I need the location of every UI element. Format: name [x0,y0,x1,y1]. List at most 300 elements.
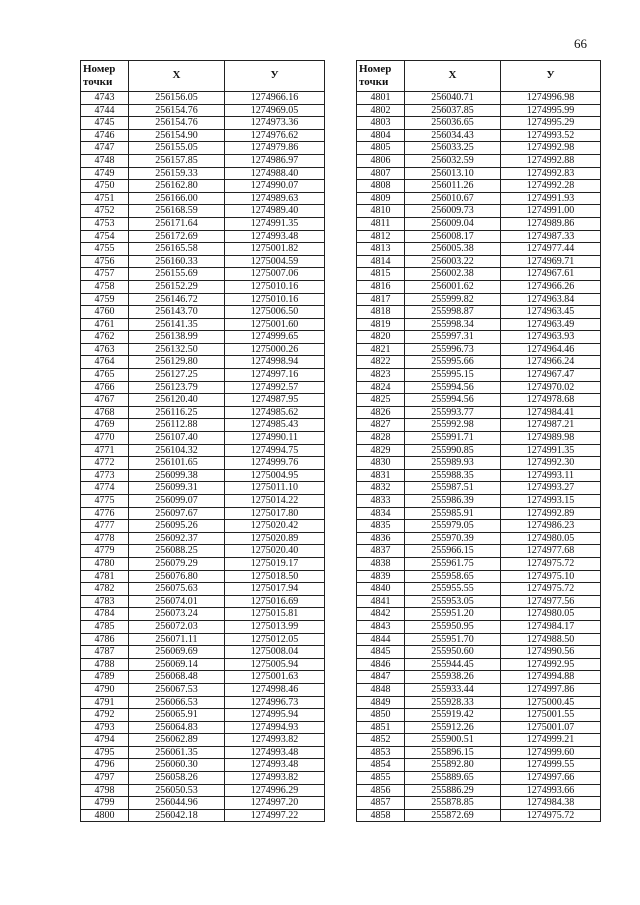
cell-x: 255990.85 [405,444,501,457]
cell-x: 256141.35 [129,318,225,331]
cell-x: 256002.38 [405,268,501,281]
cell-point-number: 4841 [357,595,405,608]
cell-x: 256138.99 [129,331,225,344]
cell-y: 1274998.94 [225,356,325,369]
table-row [357,633,601,646]
table-row [81,318,325,331]
cell-point-number: 4770 [81,432,129,445]
cell-y: 1274989.63 [225,192,325,205]
cell-point-number: 4803 [357,117,405,130]
table-body [81,92,325,822]
table-row [81,797,325,810]
cell-y: 1274988.50 [501,633,601,646]
cell-x: 256152.29 [129,280,225,293]
table-row [357,92,601,105]
table-row [357,306,601,319]
cell-point-number: 4753 [81,217,129,230]
cell-y: 1274995.29 [501,117,601,130]
cell-y: 1274963.84 [501,293,601,306]
cell-point-number: 4843 [357,620,405,633]
cell-x: 255928.33 [405,696,501,709]
cell-point-number: 4784 [81,608,129,621]
cell-point-number: 4835 [357,520,405,533]
table-row [81,268,325,281]
cell-point-number: 4846 [357,658,405,671]
cell-point-number: 4765 [81,369,129,382]
cell-x: 256071.11 [129,633,225,646]
cell-point-number: 4782 [81,583,129,596]
table-row [357,772,601,785]
cell-x: 255994.56 [405,394,501,407]
table-row [357,381,601,394]
cell-y: 1274987.33 [501,230,601,243]
cell-point-number: 4817 [357,293,405,306]
table-row [81,217,325,230]
table-row [357,520,601,533]
table-row [81,192,325,205]
cell-point-number: 4844 [357,633,405,646]
table-row [357,545,601,558]
table-row [81,457,325,470]
cell-x: 256165.58 [129,243,225,256]
cell-point-number: 4849 [357,696,405,709]
cell-x: 255966.15 [405,545,501,558]
cell-y: 1275020.42 [225,520,325,533]
cell-x: 256160.33 [129,255,225,268]
cell-x: 255886.29 [405,784,501,797]
cell-y: 1274992.95 [501,658,601,671]
cell-x: 256042.18 [129,809,225,822]
cell-x: 256104.32 [129,444,225,457]
cell-y: 1275014.22 [225,495,325,508]
cell-x: 256067.53 [129,683,225,696]
cell-point-number: 4813 [357,243,405,256]
cell-point-number: 4847 [357,671,405,684]
cell-point-number: 4768 [81,406,129,419]
cell-point-number: 4786 [81,633,129,646]
table-row [81,117,325,130]
cell-y: 1274986.23 [501,520,601,533]
table-row [357,205,601,218]
cell-x: 255955.55 [405,583,501,596]
table-row [81,306,325,319]
cell-x: 255896.15 [405,746,501,759]
cell-point-number: 4815 [357,268,405,281]
cell-x: 256107.40 [129,432,225,445]
cell-x: 255993.77 [405,406,501,419]
table-row [357,356,601,369]
table-row [81,734,325,747]
table-row [81,545,325,558]
table-row [81,293,325,306]
table-row [357,797,601,810]
table-row [357,532,601,545]
table-row [357,658,601,671]
cell-x: 256171.64 [129,217,225,230]
cell-point-number: 4779 [81,545,129,558]
cell-x: 255987.51 [405,482,501,495]
cell-point-number: 4746 [81,129,129,142]
table-row [357,117,601,130]
cell-x: 255938.26 [405,671,501,684]
table-row [81,570,325,583]
table-row [81,280,325,293]
cell-x: 256172.69 [129,230,225,243]
table-row [357,671,601,684]
cell-y: 1275018.50 [225,570,325,583]
table-row [81,142,325,155]
cell-point-number: 4857 [357,797,405,810]
cell-y: 1274985.43 [225,419,325,432]
table-row [357,104,601,117]
table-row [357,180,601,193]
cell-x: 255889.65 [405,772,501,785]
cell-y: 1275011.10 [225,482,325,495]
cell-y: 1274997.16 [225,369,325,382]
table-row [357,432,601,445]
cell-x: 256050.53 [129,784,225,797]
table-header-row [357,61,601,92]
cell-y: 1274978.68 [501,394,601,407]
table-row [81,784,325,797]
table-row [81,520,325,533]
cell-x: 256069.14 [129,658,225,671]
cell-x: 255997.31 [405,331,501,344]
cell-x: 256123.79 [129,381,225,394]
cell-y: 1274989.98 [501,432,601,445]
cell-point-number: 4822 [357,356,405,369]
cell-x: 256129.80 [129,356,225,369]
cell-x: 255998.87 [405,306,501,319]
table-row [357,721,601,734]
cell-point-number: 4823 [357,369,405,382]
cell-x: 256088.25 [129,545,225,558]
cell-y: 1275005.94 [225,658,325,671]
coordinates-table-right [356,60,601,822]
cell-y: 1274975.10 [501,570,601,583]
table-row [81,343,325,356]
cell-point-number: 4752 [81,205,129,218]
cell-y: 1274996.73 [225,696,325,709]
cell-point-number: 4826 [357,406,405,419]
cell-point-number: 4764 [81,356,129,369]
table-row [81,608,325,621]
cell-x: 255944.45 [405,658,501,671]
cell-point-number: 4769 [81,419,129,432]
cell-x: 256097.67 [129,507,225,520]
table-row [81,759,325,772]
table-row [357,343,601,356]
cell-x: 256008.17 [405,230,501,243]
table-row [357,444,601,457]
cell-point-number: 4761 [81,318,129,331]
header-point-number: Номер точки [357,61,405,92]
cell-point-number: 4842 [357,608,405,621]
cell-y: 1275001.60 [225,318,325,331]
cell-point-number: 4807 [357,167,405,180]
table-row [81,432,325,445]
table-row [357,142,601,155]
cell-y: 1274963.49 [501,318,601,331]
table-row [81,205,325,218]
cell-y: 1274991.35 [225,217,325,230]
cell-y: 1274967.61 [501,268,601,281]
cell-x: 256003.22 [405,255,501,268]
cell-y: 1274986.97 [225,154,325,167]
cell-x: 255950.95 [405,620,501,633]
table-row [357,217,601,230]
cell-y: 1274989.86 [501,217,601,230]
cell-point-number: 4774 [81,482,129,495]
cell-x: 256010.67 [405,192,501,205]
cell-y: 1274988.40 [225,167,325,180]
cell-x: 256099.38 [129,469,225,482]
cell-point-number: 4828 [357,432,405,445]
cell-point-number: 4795 [81,746,129,759]
cell-y: 1275017.94 [225,583,325,596]
cell-y: 1274993.11 [501,469,601,482]
cell-point-number: 4781 [81,570,129,583]
cell-y: 1274993.82 [225,734,325,747]
table-row [357,406,601,419]
cell-point-number: 4791 [81,696,129,709]
cell-y: 1274993.48 [225,759,325,772]
cell-point-number: 4820 [357,331,405,344]
cell-y: 1274976.62 [225,129,325,142]
table-row [81,532,325,545]
cell-point-number: 4773 [81,469,129,482]
cell-x: 256076.80 [129,570,225,583]
cell-x: 256062.89 [129,734,225,747]
cell-x: 255961.75 [405,557,501,570]
cell-y: 1274963.93 [501,331,601,344]
cell-point-number: 4745 [81,117,129,130]
cell-y: 1275020.89 [225,532,325,545]
cell-y: 1275001.07 [501,721,601,734]
cell-point-number: 4759 [81,293,129,306]
cell-y: 1274966.16 [225,92,325,105]
cell-x: 256127.25 [129,369,225,382]
table-row [357,469,601,482]
cell-point-number: 4793 [81,721,129,734]
cell-x: 255992.98 [405,419,501,432]
cell-y: 1274994.88 [501,671,601,684]
cell-x: 255912.26 [405,721,501,734]
cell-point-number: 4798 [81,784,129,797]
cell-point-number: 4852 [357,734,405,747]
cell-x: 255996.73 [405,343,501,356]
cell-y: 1275004.59 [225,255,325,268]
cell-point-number: 4787 [81,646,129,659]
cell-x: 255994.56 [405,381,501,394]
cell-point-number: 4833 [357,495,405,508]
cell-y: 1274997.86 [501,683,601,696]
cell-point-number: 4816 [357,280,405,293]
cell-y: 1274992.30 [501,457,601,470]
cell-point-number: 4792 [81,709,129,722]
cell-point-number: 4836 [357,532,405,545]
cell-point-number: 4850 [357,709,405,722]
table-row [357,683,601,696]
table-row [357,784,601,797]
cell-y: 1274999.60 [501,746,601,759]
cell-point-number: 4763 [81,343,129,356]
cell-point-number: 4827 [357,419,405,432]
cell-point-number: 4837 [357,545,405,558]
cell-y: 1274994.75 [225,444,325,457]
table-row [81,482,325,495]
table-row [357,394,601,407]
cell-y: 1274970.02 [501,381,601,394]
cell-y: 1275010.16 [225,280,325,293]
table-row [357,495,601,508]
cell-y: 1274991.00 [501,205,601,218]
table-row [357,646,601,659]
cell-x: 256154.76 [129,117,225,130]
cell-y: 1274997.66 [501,772,601,785]
cell-x: 256143.70 [129,306,225,319]
cell-point-number: 4848 [357,683,405,696]
table-row [357,709,601,722]
cell-point-number: 4806 [357,154,405,167]
cell-point-number: 4854 [357,759,405,772]
cell-x: 255989.93 [405,457,501,470]
cell-y: 1274993.82 [225,772,325,785]
cell-x: 255872.69 [405,809,501,822]
cell-x: 256033.25 [405,142,501,155]
cell-x: 256075.63 [129,583,225,596]
cell-x: 256099.31 [129,482,225,495]
cell-point-number: 4840 [357,583,405,596]
cell-x: 256120.40 [129,394,225,407]
table-row [81,331,325,344]
cell-y: 1274985.62 [225,406,325,419]
cell-x: 256034.43 [405,129,501,142]
cell-y: 1274975.72 [501,557,601,570]
cell-y: 1274964.46 [501,343,601,356]
cell-point-number: 4758 [81,280,129,293]
cell-x: 256168.59 [129,205,225,218]
cell-x: 255995.66 [405,356,501,369]
table-row [81,671,325,684]
cell-y: 1274975.72 [501,809,601,822]
cell-y: 1274999.76 [225,457,325,470]
cell-point-number: 4789 [81,671,129,684]
cell-point-number: 4832 [357,482,405,495]
cell-y: 1275001.55 [501,709,601,722]
cell-y: 1274980.05 [501,608,601,621]
cell-y: 1274990.07 [225,180,325,193]
cell-y: 1274987.21 [501,419,601,432]
cell-point-number: 4858 [357,809,405,822]
cell-y: 1275006.50 [225,306,325,319]
cell-y: 1274999.65 [225,331,325,344]
page-number: 66 [574,36,587,51]
cell-point-number: 4757 [81,268,129,281]
table-row [81,595,325,608]
cell-x: 256037.85 [405,104,501,117]
table-row [357,746,601,759]
cell-x: 256009.73 [405,205,501,218]
cell-x: 256146.72 [129,293,225,306]
cell-x: 256036.65 [405,117,501,130]
cell-y: 1274969.05 [225,104,325,117]
table-row [81,419,325,432]
header-y: У [225,61,325,92]
cell-x: 256162.80 [129,180,225,193]
cell-point-number: 4839 [357,570,405,583]
cell-y: 1274975.72 [501,583,601,596]
header-x: X [129,61,225,92]
table-row [81,180,325,193]
table-body [357,92,601,822]
table-row [81,167,325,180]
cell-y: 1275004.95 [225,469,325,482]
cell-point-number: 4780 [81,557,129,570]
cell-point-number: 4799 [81,797,129,810]
cell-x: 256061.35 [129,746,225,759]
table-row [357,230,601,243]
table-row [81,243,325,256]
header-point-number: Номер точки [81,61,129,92]
table-row [81,658,325,671]
cell-point-number: 4851 [357,721,405,734]
cell-y: 1275013.99 [225,620,325,633]
table-row [81,620,325,633]
table-row [81,394,325,407]
cell-x: 255970.39 [405,532,501,545]
table-row [357,167,601,180]
cell-point-number: 4825 [357,394,405,407]
table-row [357,129,601,142]
cell-y: 1274992.28 [501,180,601,193]
table-row [81,646,325,659]
cell-point-number: 4804 [357,129,405,142]
table-row [357,369,601,382]
cell-x: 255991.71 [405,432,501,445]
cell-y: 1275008.04 [225,646,325,659]
cell-point-number: 4801 [357,92,405,105]
cell-point-number: 4838 [357,557,405,570]
cell-y: 1275010.16 [225,293,325,306]
cell-x: 255878.85 [405,797,501,810]
table-row [81,129,325,142]
cell-y: 1274969.71 [501,255,601,268]
cell-x: 256159.33 [129,167,225,180]
cell-y: 1274989.40 [225,205,325,218]
cell-point-number: 4785 [81,620,129,633]
cell-y: 1274984.41 [501,406,601,419]
cell-point-number: 4760 [81,306,129,319]
cell-y: 1274967.47 [501,369,601,382]
cell-x: 256079.29 [129,557,225,570]
cell-y: 1274999.55 [501,759,601,772]
cell-x: 255953.05 [405,595,501,608]
cell-x: 256060.30 [129,759,225,772]
cell-x: 255892.80 [405,759,501,772]
cell-point-number: 4771 [81,444,129,457]
table-row [81,507,325,520]
table-row [81,255,325,268]
cell-y: 1274997.22 [225,809,325,822]
cell-y: 1275012.05 [225,633,325,646]
cell-point-number: 4749 [81,167,129,180]
cell-x: 256005.38 [405,243,501,256]
cell-point-number: 4743 [81,92,129,105]
cell-x: 256073.24 [129,608,225,621]
header-y: У [501,61,601,92]
cell-y: 1274990.56 [501,646,601,659]
